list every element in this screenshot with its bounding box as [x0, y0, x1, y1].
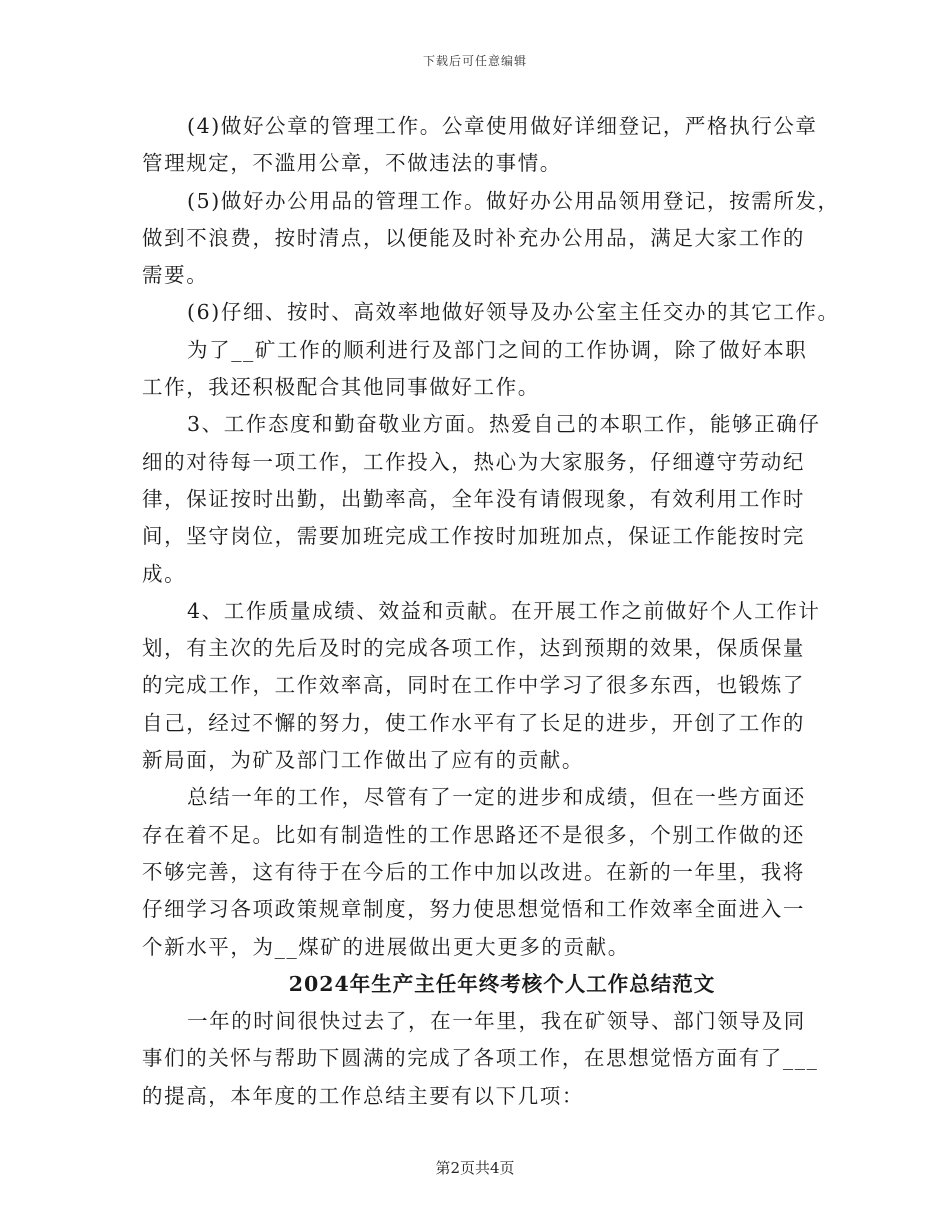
paragraph-line: 一年的时间很快过去了，在一年里，我在矿领导、部门领导及同	[187, 1009, 806, 1034]
paragraph-line: 管理规定，不滥用公章，不做违法的事情。	[142, 151, 562, 176]
paragraph-line: (4)做好公章的管理工作。公章使用做好详细登记，严格执行公章	[187, 114, 818, 138]
paragraph-line: 3、工作态度和勤奋敬业方面。热爱自己的本职工作，能够正确仔	[187, 412, 821, 437]
paragraph-line: 划，有主次的先后及时的完成各项工作，达到预期的效果，保质保量	[142, 636, 805, 661]
paragraph-line: 细的对待每一项工作，工作投入，热心为大家服务，仔细遵守劳动纪	[142, 449, 805, 474]
paragraph-line: 律，保证按时出勤，出勤率高，全年没有请假现象，有效利用工作时	[142, 486, 805, 511]
section-title: 2024年生产主任年终考核个人工作总结范文	[288, 971, 716, 996]
paragraph-line: (5)做好办公用品的管理工作。做好办公用品领用登记，按需所发，	[187, 188, 840, 213]
paragraph-line: 成。	[142, 561, 187, 586]
paragraph-line: 新局面，为矿及部门工作做出了应有的贡献。	[142, 748, 584, 773]
paragraph-line: 仔细学习各项政策规章制度，努力使思想觉悟和工作效率全面进入一	[142, 897, 805, 922]
paragraph-line: 4、工作质量成绩、效益和贡献。在开展工作之前做好个人工作计	[187, 598, 821, 623]
paragraph-line: 个新水平，为__煤矿的进展做出更大更多的贡献。	[142, 934, 630, 959]
paragraph-line: 的提高，本年度的工作总结主要有以下几项：	[142, 1083, 584, 1108]
paragraph-line: 存在着不足。比如有制造性的工作思路还不是很多，个别工作做的还	[142, 822, 805, 847]
paragraph-line: 为了__矿工作的顺利进行及部门之间的工作协调，除了做好本职	[187, 337, 808, 362]
paragraph-line: 的完成工作，工作效率高，同时在工作中学习了很多东西，也锻炼了	[142, 673, 805, 698]
paragraph-line: 事们的关怀与帮助下圆满的完成了各项工作，在思想觉悟方面有了___	[142, 1046, 819, 1071]
paragraph-line: 总结一年的工作，尽管有了一定的进步和成绩，但在一些方面还	[187, 785, 806, 810]
paragraph-line: 间，坚守岗位，需要加班完成工作按时加班加点，保证工作能按时完	[142, 524, 805, 549]
paragraph-line: 做到不浪费，按时清点，以便能及时补充办公用品，满足大家工作的	[142, 225, 805, 250]
page-header-note: 下载后可任意编辑	[422, 54, 527, 68]
paragraph-line: (6)仔细、按时、高效率地做好领导及办公室主任交办的其它工作。	[187, 300, 840, 325]
paragraph-line: 工作，我还积极配合其他同事做好工作。	[142, 375, 540, 400]
paragraph-line: 自己，经过不懈的努力，使工作水平有了长足的进步，开创了工作的	[142, 710, 805, 735]
paragraph-line: 不够完善，这有待于在今后的工作中加以改进。在新的一年里，我将	[142, 859, 805, 884]
document-body	[142, 108, 840, 1115]
paragraph-line: 需要。	[142, 263, 209, 288]
page-number: 第2页共4页	[435, 1159, 515, 1177]
